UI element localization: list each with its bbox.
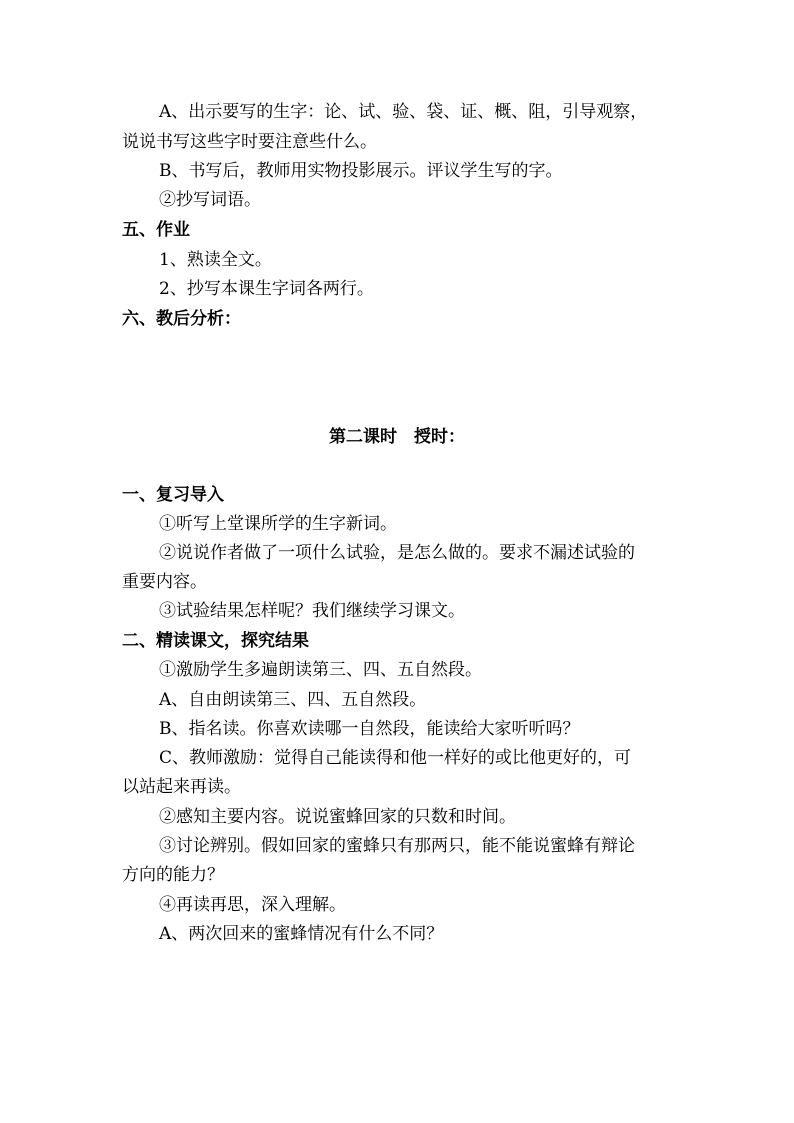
paragraph-line: 重要内容。 bbox=[122, 572, 207, 592]
paragraph-line: ②感知主要内容。说说蜜蜂回家的只数和时间。 bbox=[159, 807, 516, 827]
paragraph-line: ④再读再思，深入理解。 bbox=[159, 895, 346, 915]
paragraph-line: 方向的能力？ bbox=[122, 865, 224, 885]
paragraph-line: A、两次回来的蜜蜂情况有什么不同？ bbox=[159, 924, 444, 944]
paragraph-line: ②抄写词语。 bbox=[159, 190, 261, 210]
paragraph-line: 说说书写这些字时要注意些什么。 bbox=[122, 132, 377, 152]
paragraph-line: A、出示要写的生字：论、试、验、袋、证、概、阻，引导观察， bbox=[159, 102, 648, 122]
paragraph-line: ①听写上堂课所学的生字新词。 bbox=[159, 514, 397, 534]
section-heading: 一、复习导入 bbox=[122, 485, 224, 505]
paragraph-line: ①激励学生多遍朗读第三、四、五自然段。 bbox=[159, 660, 482, 680]
paragraph-line: 以站起来再读。 bbox=[122, 777, 241, 797]
paragraph-line: ②说说作者做了一项什么试验，是怎么做的。要求不漏述试验的 bbox=[159, 543, 635, 563]
paragraph-line: 1、熟读全文。 bbox=[159, 250, 272, 270]
section-heading: 二、精读课文，探究结果 bbox=[122, 631, 309, 651]
paragraph-line: B、书写后，教师用实物投影展示。评议学生写的字。 bbox=[159, 161, 563, 181]
paragraph-line: C、教师激励：觉得自己能读得和他一样好的或比他更好的，可 bbox=[159, 748, 632, 768]
paragraph-line: A、自由朗读第三、四、五自然段。 bbox=[159, 690, 427, 710]
paragraph-line: 2、抄写本课生字词各两行。 bbox=[159, 279, 374, 299]
paragraph-line: B、指名读。你喜欢读哪一自然段，能读给大家听听吗？ bbox=[159, 719, 580, 739]
paragraph-line: ③试验结果怎样呢？我们继续学习课文。 bbox=[159, 601, 465, 621]
section-heading: 六、教后分析： bbox=[122, 309, 241, 329]
section-heading: 五、作业 bbox=[122, 220, 190, 240]
paragraph-line: ③讨论辨别。假如回家的蜜蜂只有那两只，能不能说蜜蜂有辩论 bbox=[159, 836, 635, 856]
lesson-title: 第二课时 授时： bbox=[329, 427, 465, 447]
